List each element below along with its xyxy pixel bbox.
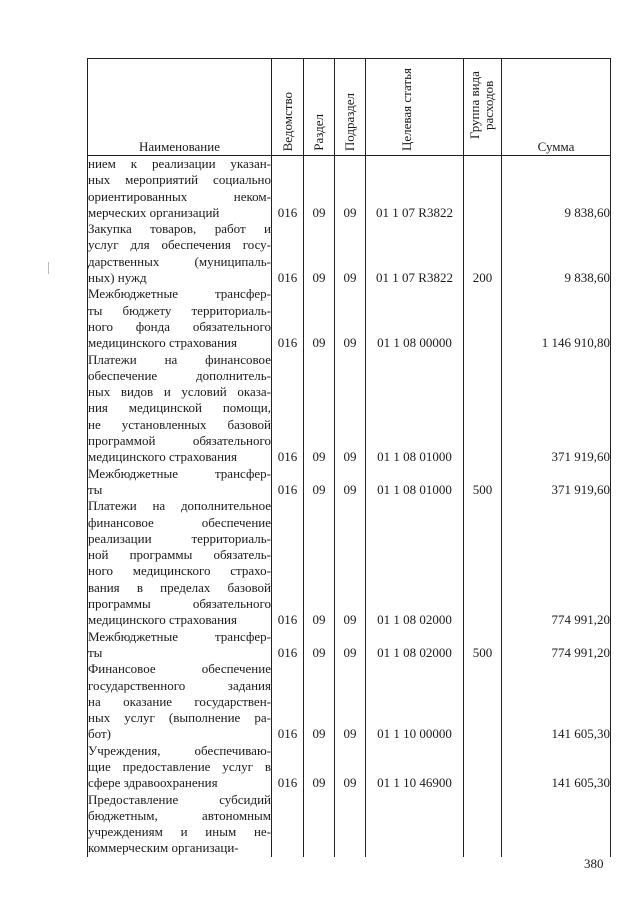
row-name-line: на оказание государствен- — [88, 693, 271, 709]
row-name-line: Межбюджетные трансфер- — [88, 286, 271, 302]
header-department: Ведомство — [272, 59, 304, 156]
row-target-article: 01 1 10 46900 — [366, 743, 464, 792]
row-expense-group: 200 — [464, 221, 502, 286]
row-name-line: финансовое обеспечение — [88, 514, 271, 530]
table-header-row — [88, 59, 611, 156]
row-expense-group — [464, 156, 502, 222]
row-subsection: 09 — [335, 498, 366, 628]
row-name — [88, 286, 272, 351]
row-name — [88, 156, 272, 222]
row-name-line: мерческих организаций — [88, 204, 220, 220]
row-amount: 774 991,20 — [502, 498, 611, 628]
row-name-line: Учреждения, обеспечиваю- — [88, 742, 271, 758]
row-name-line: Межбюджетные трансфер- — [88, 465, 271, 481]
row-department: 016 — [272, 156, 304, 222]
table-row — [88, 498, 611, 628]
row-name-line: обеспечение дополнитель- — [88, 367, 271, 383]
row-name — [88, 352, 272, 466]
row-name-line: реализации территориаль- — [88, 530, 271, 546]
row-name-line: Межбюджетные трансфер- — [88, 628, 271, 644]
table-row — [88, 352, 611, 466]
row-name — [88, 498, 272, 628]
row-department: 016 — [272, 498, 304, 628]
row-name-line: Закупка товаров, работ и — [88, 221, 271, 237]
row-subsection: 09 — [335, 629, 366, 662]
table-row — [88, 661, 611, 742]
row-amount: 141 605,30 — [502, 743, 611, 792]
header-name: Наименование — [88, 59, 272, 156]
row-section: 09 — [304, 629, 335, 662]
row-subsection — [335, 792, 366, 857]
row-name-line: ных) нужд — [88, 270, 147, 286]
header-section: Раздел — [304, 59, 335, 156]
row-name-line: Финансовое обеспечение — [88, 661, 271, 677]
row-section: 09 — [304, 498, 335, 628]
header-target-article: Целевая статья — [366, 59, 464, 156]
row-amount: 371 919,60 — [502, 466, 611, 499]
row-name-line: ориентированных неком- — [88, 188, 271, 204]
row-department: 016 — [272, 221, 304, 286]
row-name — [88, 221, 272, 286]
row-expense-group — [464, 743, 502, 792]
row-target-article: 01 1 08 01000 — [366, 352, 464, 466]
row-expense-group — [464, 661, 502, 742]
row-name-line: государственного задания — [88, 677, 271, 693]
row-target-article: 01 1 08 00000 — [366, 286, 464, 351]
row-subsection: 09 — [335, 743, 366, 792]
row-section: 09 — [304, 743, 335, 792]
row-expense-group — [464, 792, 502, 857]
row-amount: 774 991,20 — [502, 629, 611, 662]
row-department — [272, 792, 304, 857]
row-name-line: дарственных (муниципаль- — [88, 253, 271, 269]
header-expense-group: Группа вида расходов — [464, 59, 502, 156]
row-department: 016 — [272, 743, 304, 792]
row-amount: 1 146 910,80 — [502, 286, 611, 351]
header-amount: Сумма — [502, 59, 611, 156]
row-target-article: 01 1 07 R3822 — [366, 156, 464, 222]
row-amount: 9 838,60 — [502, 156, 611, 222]
row-name — [88, 743, 272, 792]
row-section: 09 — [304, 352, 335, 466]
row-name-line: услуг для обеспечения госу- — [88, 237, 271, 253]
table-row — [88, 221, 611, 286]
row-name-line: ты — [88, 644, 103, 660]
row-name-line: нием к реализации указан- — [88, 156, 271, 171]
row-name — [88, 466, 272, 499]
table-row — [88, 792, 611, 857]
row-target-article: 01 1 10 00000 — [366, 661, 464, 742]
row-name-line: ного медицинского страхо- — [88, 563, 271, 579]
row-name-line: ного фонда обязательного — [88, 318, 271, 334]
row-amount — [502, 792, 611, 857]
row-department: 016 — [272, 466, 304, 499]
row-name — [88, 661, 272, 742]
row-section: 09 — [304, 286, 335, 351]
row-expense-group — [464, 498, 502, 628]
row-name-line: Платежи на дополнительное — [88, 498, 271, 514]
row-department: 016 — [272, 352, 304, 466]
row-name-line: ты — [88, 481, 103, 497]
row-expense-group: 500 — [464, 466, 502, 499]
row-section: 09 — [304, 221, 335, 286]
row-target-article: 01 1 07 R3822 — [366, 221, 464, 286]
row-subsection: 09 — [335, 286, 366, 351]
row-name-line: ной программы обязатель- — [88, 547, 271, 563]
row-name-line: медицинского страхования — [88, 612, 237, 628]
row-target-article: 01 1 08 02000 — [366, 629, 464, 662]
header-subsection: Подраздел — [335, 59, 366, 156]
row-name-line: не установленных базовой — [88, 416, 271, 432]
budget-table — [87, 58, 611, 857]
row-name-line: бот) — [88, 726, 111, 742]
row-name-line: медицинского страхования — [88, 449, 237, 465]
row-name-line: сфере здравоохранения — [88, 775, 218, 791]
row-amount: 141 605,30 — [502, 661, 611, 742]
row-amount: 371 919,60 — [502, 352, 611, 466]
row-name-line: Платежи на финансовое — [88, 351, 271, 367]
table-row — [88, 743, 611, 792]
row-name-line: медицинского страхования — [88, 335, 237, 351]
row-section: 09 — [304, 661, 335, 742]
row-name — [88, 792, 272, 857]
row-name-line: ты бюджету территориаль- — [88, 302, 271, 318]
row-target-article: 01 1 08 02000 — [366, 498, 464, 628]
row-expense-group — [464, 352, 502, 466]
row-name — [88, 629, 272, 662]
row-subsection: 09 — [335, 221, 366, 286]
margin-mark — [48, 262, 49, 274]
row-name-line: программы обязательного — [88, 596, 271, 612]
row-name-line: ния медицинской помощи, — [88, 400, 271, 416]
row-name-line: Предоставление субсидий — [88, 791, 271, 807]
row-name-line: учреждениям и иным не- — [88, 824, 271, 840]
row-name-line: ных мероприятий социально — [88, 172, 271, 188]
row-name-line: вания в пределах базовой — [88, 579, 271, 595]
row-expense-group: 500 — [464, 629, 502, 662]
page-number: 380 — [584, 856, 604, 871]
row-subsection: 09 — [335, 352, 366, 466]
row-expense-group — [464, 286, 502, 351]
row-subsection: 09 — [335, 661, 366, 742]
row-subsection: 09 — [335, 466, 366, 499]
row-department: 016 — [272, 661, 304, 742]
row-name-line: ных услуг (выполнение ра- — [88, 710, 271, 726]
row-target-article — [366, 792, 464, 857]
row-name-line: программой обязательного — [88, 433, 271, 449]
row-name-line: щие предоставление услуг в — [88, 758, 271, 774]
row-name-line: бюджетным, автономным — [88, 807, 271, 823]
row-name-line: ных видов и условий оказа- — [88, 384, 271, 400]
row-department: 016 — [272, 286, 304, 351]
table-row — [88, 156, 611, 222]
row-name-line: коммерческим организаци- — [88, 840, 239, 856]
table-row — [88, 286, 611, 351]
table-row — [88, 629, 611, 662]
table-row — [88, 466, 611, 499]
row-department: 016 — [272, 629, 304, 662]
row-section — [304, 792, 335, 857]
row-section: 09 — [304, 156, 335, 222]
row-target-article: 01 1 08 01000 — [366, 466, 464, 499]
row-section: 09 — [304, 466, 335, 499]
row-subsection: 09 — [335, 156, 366, 222]
row-amount: 9 838,60 — [502, 221, 611, 286]
